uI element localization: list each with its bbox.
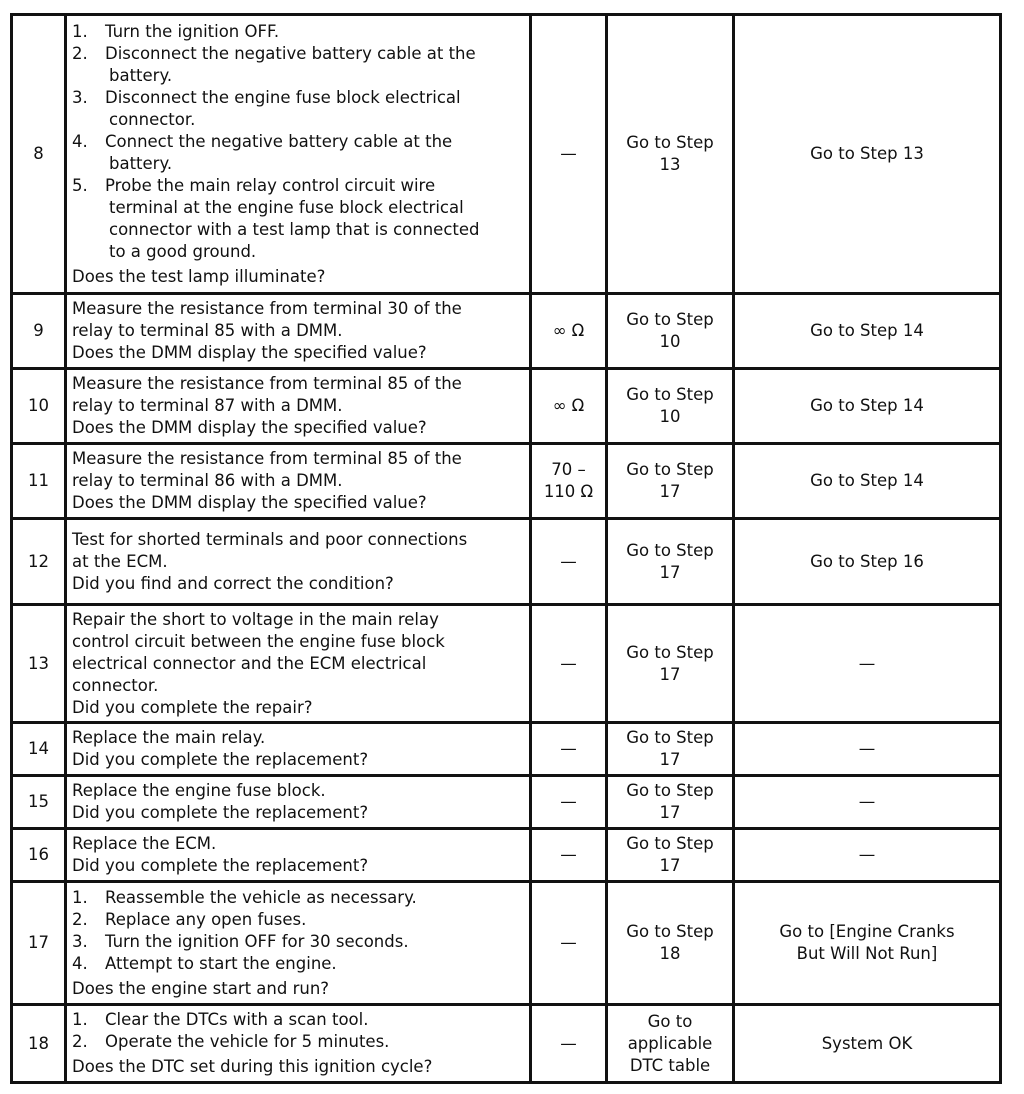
yes-action-line: Go to — [647, 1011, 693, 1031]
yes-action-cell — [607, 444, 734, 519]
action-line: Replace the main relay. — [72, 728, 266, 747]
step-item-text: Reassemble the vehicle as necessary. — [105, 887, 417, 907]
numbered-step — [72, 175, 525, 197]
action-question: Does the DTC set during this ignition cycle? — [72, 1057, 433, 1076]
step-item-text: Turn the ignition OFF for 30 seconds. — [105, 931, 409, 951]
yes-action-line: Go to Step — [626, 728, 714, 747]
numbered-step — [72, 931, 525, 953]
yes-action-line: 17 — [659, 856, 681, 875]
step-item-text: Attempt to start the engine. — [105, 953, 337, 973]
no-action-cell — [734, 15, 1001, 294]
value-cell: ∞ Ω — [531, 369, 607, 444]
value-cell: — — [531, 519, 607, 605]
yes-action-line: Go to Step — [626, 540, 714, 560]
yes-action-cell — [607, 15, 734, 294]
step-number-cell: 13 — [12, 605, 66, 723]
step-item-number: 3. — [72, 931, 88, 951]
yes-action-line: 10 — [659, 407, 681, 426]
step-number-cell: 9 — [12, 294, 66, 369]
numbered-step — [72, 21, 525, 43]
yes-action-line: 13 — [659, 155, 681, 174]
table-row — [12, 882, 1001, 1005]
step-item-continuation: battery. — [109, 153, 173, 173]
yes-action-cell — [607, 776, 734, 829]
action-line: Does the DMM display the specified value? — [72, 493, 427, 512]
step-item-text: Disconnect the engine fuse block electrical — [105, 87, 461, 107]
no-action-cell — [734, 723, 1001, 776]
action-cell — [66, 882, 531, 1005]
step-number-cell: 18 — [12, 1005, 66, 1083]
no-action-line: Go to Step 16 — [810, 551, 924, 571]
step-item-text: Clear the DTCs with a scan tool. — [105, 1010, 369, 1029]
no-action-line: — — [858, 845, 876, 864]
no-action-cell — [734, 369, 1001, 444]
step-item-number: 4. — [72, 953, 88, 973]
no-action-line: Go to Step 14 — [810, 321, 924, 340]
step-number-cell: 8 — [12, 15, 66, 294]
step-item-number: 2. — [72, 1032, 88, 1051]
step-item-text: Operate the vehicle for 5 minutes. — [105, 1032, 390, 1051]
step-item-text: Replace any open fuses. — [105, 909, 307, 929]
yes-action-line: 17 — [659, 562, 681, 582]
action-line: electrical connector and the ECM electrical — [72, 653, 427, 673]
action-line: connector. — [72, 675, 159, 695]
action-cell — [66, 723, 531, 776]
value-cell: — — [531, 1005, 607, 1083]
no-action-line: — — [858, 792, 876, 811]
yes-action-cell — [607, 605, 734, 723]
yes-action-line: Go to Step — [626, 922, 714, 941]
yes-action-cell — [607, 294, 734, 369]
step-item-number: 2. — [72, 909, 88, 929]
yes-action-line: Go to Step — [626, 834, 714, 853]
numbered-step — [72, 953, 525, 975]
table-row — [12, 444, 1001, 519]
no-action-cell — [734, 776, 1001, 829]
no-action-cell — [734, 294, 1001, 369]
yes-action-line: 17 — [659, 750, 681, 769]
value-cell: — — [531, 723, 607, 776]
step-item-number: 2. — [72, 43, 88, 63]
yes-action-cell — [607, 723, 734, 776]
step-item-text: Turn the ignition OFF. — [105, 21, 280, 41]
step-number-cell: 11 — [12, 444, 66, 519]
action-line: Did you complete the replacement? — [72, 856, 369, 875]
action-cell — [66, 15, 531, 294]
action-line: relay to terminal 85 with a DMM. — [72, 321, 343, 340]
no-action-line: Go to Step 13 — [810, 144, 924, 163]
action-cell — [66, 605, 531, 723]
action-line: Measure the resistance from terminal 30 of the — [72, 299, 462, 318]
table-row — [12, 723, 1001, 776]
action-cell — [66, 829, 531, 882]
step-item-text: Disconnect the negative battery cable at the — [105, 43, 476, 63]
action-line: relay to terminal 87 with a DMM. — [72, 396, 343, 415]
no-action-cell — [734, 605, 1001, 723]
action-cell — [66, 294, 531, 369]
numbered-step — [72, 1031, 525, 1053]
table-row — [12, 294, 1001, 369]
no-action-cell — [734, 519, 1001, 605]
step-number-cell: 12 — [12, 519, 66, 605]
numbered-step — [72, 87, 525, 109]
action-line: Did you find and correct the condition? — [72, 573, 394, 593]
step-item-continuation: connector with a test lamp that is connected — [109, 219, 480, 239]
yes-action-line: 17 — [659, 482, 681, 501]
step-number-cell: 15 — [12, 776, 66, 829]
yes-action-line: DTC table — [629, 1055, 711, 1075]
yes-action-cell — [607, 882, 734, 1005]
yes-action-line: Go to Step — [626, 781, 714, 800]
value-cell: — — [531, 15, 607, 294]
yes-action-line: 18 — [659, 944, 681, 963]
numbered-step — [72, 909, 525, 931]
no-action-line: Go to Step 14 — [810, 471, 924, 490]
action-question: Does the engine start and run? — [72, 978, 330, 998]
table-row — [12, 829, 1001, 882]
no-action-line: Go to [Engine Cranks — [779, 922, 955, 941]
step-number-cell: 17 — [12, 882, 66, 1005]
table-row — [12, 15, 1001, 294]
action-line: Did you complete the repair? — [72, 697, 313, 717]
no-action-line: Go to Step 14 — [810, 396, 924, 415]
no-action-cell — [734, 882, 1001, 1005]
action-line: relay to terminal 86 with a DMM. — [72, 471, 343, 490]
yes-action-cell — [607, 829, 734, 882]
action-cell — [66, 444, 531, 519]
value-cell: — — [531, 882, 607, 1005]
yes-action-line: applicable — [627, 1033, 713, 1053]
action-cell — [66, 776, 531, 829]
value-cell: — — [531, 829, 607, 882]
action-line: Test for shorted terminals and poor connections — [72, 529, 468, 549]
no-action-line: But Will Not Run] — [796, 944, 938, 963]
step-item-number: 3. — [72, 87, 88, 107]
diagnostic-table-body — [12, 15, 1001, 1083]
action-line: control circuit between the engine fuse block — [72, 631, 445, 651]
yes-action-cell — [607, 519, 734, 605]
step-number-cell: 16 — [12, 829, 66, 882]
yes-action-line: 17 — [659, 664, 681, 684]
numbered-step — [72, 887, 525, 909]
action-line: Does the DMM display the specified value? — [72, 343, 427, 362]
step-number-cell: 10 — [12, 369, 66, 444]
table-row — [12, 519, 1001, 605]
diagnostic-table — [10, 13, 1002, 1084]
step-item-continuation: connector. — [109, 109, 196, 129]
step-number-cell: 14 — [12, 723, 66, 776]
action-cell — [66, 519, 531, 605]
action-line: Replace the ECM. — [72, 834, 217, 853]
yes-action-line: Go to Step — [626, 460, 714, 479]
yes-action-line: Go to Step — [626, 385, 714, 404]
step-item-number: 1. — [72, 887, 88, 907]
yes-action-line: 17 — [659, 803, 681, 822]
action-line: Measure the resistance from terminal 85 of the — [72, 374, 462, 393]
action-line: at the ECM. — [72, 551, 168, 571]
yes-action-line: Go to Step — [626, 310, 714, 329]
action-line: Replace the engine fuse block. — [72, 781, 326, 800]
step-item-continuation: battery. — [109, 65, 173, 85]
action-line: Measure the resistance from terminal 85 of the — [72, 449, 462, 468]
no-action-cell — [734, 1005, 1001, 1083]
step-item-number: 1. — [72, 1010, 88, 1029]
numbered-step — [72, 43, 525, 65]
step-item-continuation: terminal at the engine fuse block electrical — [109, 197, 464, 217]
action-cell — [66, 369, 531, 444]
action-cell — [66, 1005, 531, 1083]
no-action-line: — — [858, 739, 876, 758]
no-action-cell — [734, 829, 1001, 882]
yes-action-line: Go to Step — [626, 642, 714, 662]
table-row — [12, 369, 1001, 444]
yes-action-line: 10 — [659, 332, 681, 351]
yes-action-line: Go to Step — [626, 133, 714, 152]
action-line: Repair the short to voltage in the main relay — [72, 609, 439, 629]
action-line: Did you complete the replacement? — [72, 803, 369, 822]
numbered-step — [72, 131, 525, 153]
value-cell: — — [531, 605, 607, 723]
action-line: Does the DMM display the specified value? — [72, 418, 427, 437]
step-item-number: 5. — [72, 175, 88, 195]
no-action-line: System OK — [821, 1033, 913, 1053]
no-action-cell — [734, 444, 1001, 519]
step-item-continuation: to a good ground. — [109, 241, 257, 261]
no-action-line: — — [858, 653, 876, 673]
step-item-text: Connect the negative battery cable at the — [105, 131, 453, 151]
value-cell: — — [531, 776, 607, 829]
action-line: Did you complete the replacement? — [72, 750, 369, 769]
numbered-step — [72, 1009, 525, 1031]
action-question: Does the test lamp illuminate? — [72, 266, 326, 286]
value-cell: 70 – 110 Ω — [531, 444, 607, 519]
step-item-number: 4. — [72, 131, 88, 151]
yes-action-cell — [607, 369, 734, 444]
table-row — [12, 605, 1001, 723]
yes-action-cell — [607, 1005, 734, 1083]
value-cell: ∞ Ω — [531, 294, 607, 369]
step-item-text: Probe the main relay control circuit wire — [105, 175, 436, 195]
table-row — [12, 1005, 1001, 1083]
step-item-number: 1. — [72, 21, 88, 41]
table-row — [12, 776, 1001, 829]
